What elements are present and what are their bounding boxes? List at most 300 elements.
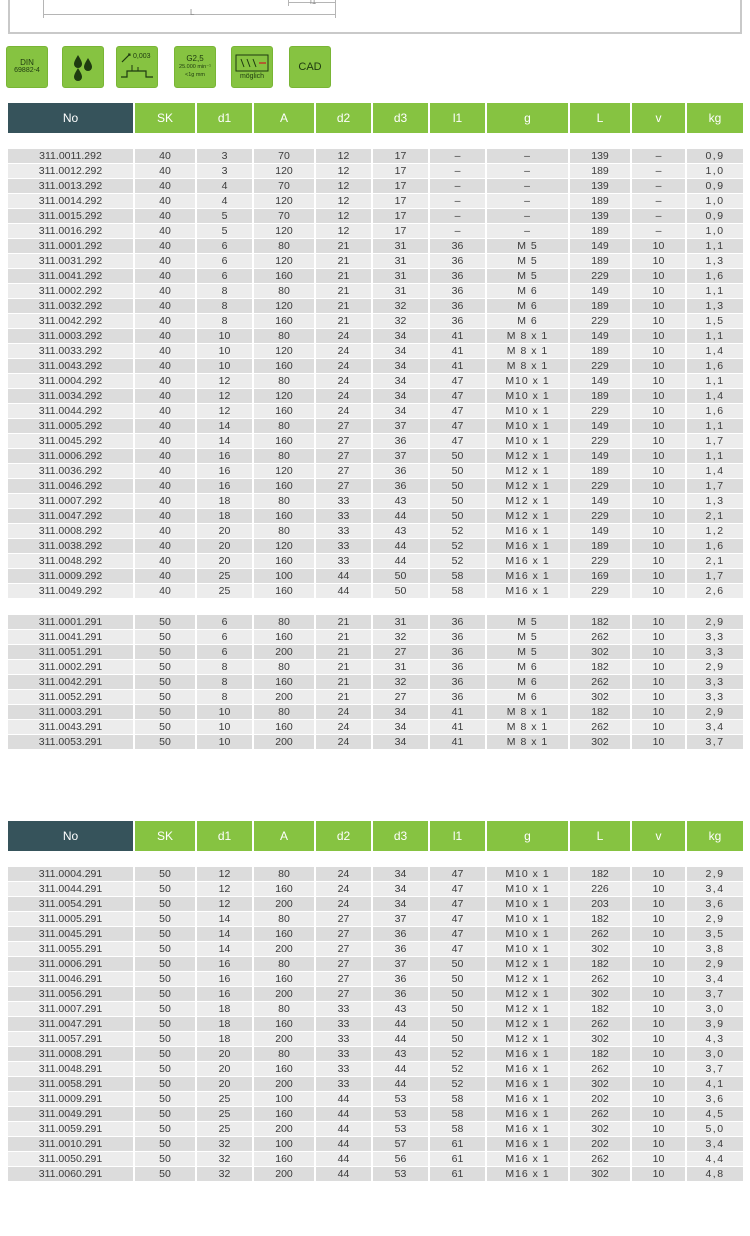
cell-sk: 40 (135, 314, 195, 329)
spacer-cell (632, 851, 685, 867)
cell-no: 311.0031.292 (8, 254, 133, 269)
cell-l: 149 (570, 284, 630, 299)
column-header-kg: kg (687, 103, 743, 133)
dimension-label-l: L (190, 8, 195, 17)
cell-sk: 40 (135, 269, 195, 284)
cell-d3: 34 (373, 329, 428, 344)
cell-g: M10 x 1 (487, 389, 568, 404)
cell-d2: 33 (316, 494, 371, 509)
cell-sk: 50 (135, 735, 195, 750)
table-row (8, 720, 743, 735)
spec-table-2 (6, 821, 745, 1182)
cell-v: 10 (632, 1062, 685, 1077)
cell-l1: 50 (430, 479, 485, 494)
cell-g: M10 x 1 (487, 404, 568, 419)
cell-kg: 1,7 (687, 479, 743, 494)
cell-a: 80 (254, 660, 314, 675)
cell-sk: 50 (135, 1152, 195, 1167)
cell-g: M16 x 1 (487, 1047, 568, 1062)
cell-l: 302 (570, 1122, 630, 1137)
cell-g: M12 x 1 (487, 1002, 568, 1017)
cell-d2: 21 (316, 690, 371, 705)
cell-sk: 50 (135, 1107, 195, 1122)
cell-a: 160 (254, 882, 314, 897)
cell-d1: 12 (197, 404, 252, 419)
cell-l: 189 (570, 164, 630, 179)
cell-l: 262 (570, 1017, 630, 1032)
table-row (8, 344, 743, 359)
table-row (8, 630, 743, 645)
cell-kg: 1,4 (687, 389, 743, 404)
cell-v: 10 (632, 690, 685, 705)
cell-v: 10 (632, 1107, 685, 1122)
cell-l: 182 (570, 615, 630, 630)
table-row (8, 359, 743, 374)
cell-d3: 34 (373, 735, 428, 750)
cell-kg: 3,7 (687, 1062, 743, 1077)
spacer-cell (632, 133, 685, 149)
cell-l1: 58 (430, 569, 485, 584)
cell-l1: 36 (430, 299, 485, 314)
cell-v: 10 (632, 1077, 685, 1092)
column-header-d1: d1 (197, 103, 252, 133)
cell-a: 100 (254, 1092, 314, 1107)
cell-sk: 50 (135, 867, 195, 882)
cell-kg: 0,9 (687, 209, 743, 224)
cell-a: 80 (254, 419, 314, 434)
table-row (8, 1137, 743, 1152)
cell-d1: 20 (197, 1077, 252, 1092)
cell-d3: 44 (373, 539, 428, 554)
cell-a: 160 (254, 1062, 314, 1077)
cell-no: 311.0043.292 (8, 359, 133, 374)
cell-d3: 32 (373, 299, 428, 314)
column-header-v: v (632, 821, 685, 851)
cell-sk: 40 (135, 449, 195, 464)
cell-no: 311.0016.292 (8, 224, 133, 239)
cell-sk: 50 (135, 1077, 195, 1092)
cell-g: M16 x 1 (487, 584, 568, 599)
cell-no: 311.0044.292 (8, 404, 133, 419)
cell-d1: 12 (197, 389, 252, 404)
cell-l: 169 (570, 569, 630, 584)
cell-l1: – (430, 179, 485, 194)
cell-v: 10 (632, 1002, 685, 1017)
cell-a: 80 (254, 239, 314, 254)
cell-sk: 40 (135, 299, 195, 314)
cell-v: 10 (632, 539, 685, 554)
cell-a: 80 (254, 912, 314, 927)
cell-d1: 5 (197, 224, 252, 239)
cell-v: 10 (632, 1152, 685, 1167)
table-row (8, 897, 743, 912)
cell-d3: 36 (373, 987, 428, 1002)
cell-kg: 2,9 (687, 912, 743, 927)
cell-a: 160 (254, 927, 314, 942)
cell-d2: 27 (316, 434, 371, 449)
cell-l1: 41 (430, 359, 485, 374)
cell-sk: 50 (135, 1017, 195, 1032)
cell-sk: 50 (135, 630, 195, 645)
cell-d1: 8 (197, 299, 252, 314)
cell-no: 311.0001.291 (8, 615, 133, 630)
cell-d2: 44 (316, 584, 371, 599)
cell-kg: 4,3 (687, 1032, 743, 1047)
cell-l: 182 (570, 1002, 630, 1017)
cell-d2: 21 (316, 314, 371, 329)
cell-l1: 47 (430, 389, 485, 404)
cell-d3: 44 (373, 1062, 428, 1077)
cell-v: 10 (632, 987, 685, 1002)
cell-l1: 47 (430, 404, 485, 419)
cell-l: 262 (570, 630, 630, 645)
din-label: DIN (20, 58, 34, 67)
cell-kg: 2,6 (687, 584, 743, 599)
cell-no: 311.0003.292 (8, 329, 133, 344)
cell-l1: 58 (430, 1092, 485, 1107)
cell-sk: 50 (135, 882, 195, 897)
table-row (8, 675, 743, 690)
cell-kg: 1,4 (687, 464, 743, 479)
cell-v: 10 (632, 254, 685, 269)
column-header-l: L (570, 103, 630, 133)
cell-sk: 50 (135, 705, 195, 720)
cell-l: 149 (570, 419, 630, 434)
cell-g: M16 x 1 (487, 1107, 568, 1122)
cell-a: 160 (254, 1152, 314, 1167)
cell-kg: 1,1 (687, 449, 743, 464)
cell-d1: 25 (197, 584, 252, 599)
column-header-g: g (487, 821, 568, 851)
spacer-cell (135, 133, 195, 149)
cell-l1: 50 (430, 1017, 485, 1032)
cell-d1: 6 (197, 630, 252, 645)
table-row (8, 464, 743, 479)
spacer-cell (8, 133, 133, 149)
cell-l: 149 (570, 374, 630, 389)
cell-l1: – (430, 149, 485, 164)
spacer-cell (487, 851, 568, 867)
cell-sk: 40 (135, 419, 195, 434)
cell-l1: 36 (430, 239, 485, 254)
cell-no: 311.0033.292 (8, 344, 133, 359)
cell-d2: 27 (316, 957, 371, 972)
cell-a: 160 (254, 972, 314, 987)
cell-kg: 5,0 (687, 1122, 743, 1137)
cell-v: 10 (632, 1032, 685, 1047)
cell-d1: 10 (197, 359, 252, 374)
cell-kg: 1,1 (687, 284, 743, 299)
table-row (8, 1062, 743, 1077)
table-row (8, 554, 743, 569)
spacer-cell (254, 599, 314, 615)
cell-d1: 10 (197, 705, 252, 720)
runout-icon[interactable] (116, 46, 158, 88)
cell-d1: 16 (197, 449, 252, 464)
cell-l1: 52 (430, 539, 485, 554)
cell-d1: 12 (197, 867, 252, 882)
table-row (8, 284, 743, 299)
cell-d1: 25 (197, 1092, 252, 1107)
cell-g: M10 x 1 (487, 434, 568, 449)
cell-v: 10 (632, 735, 685, 750)
cell-g: M16 x 1 (487, 569, 568, 584)
cell-a: 200 (254, 1077, 314, 1092)
column-header-no: No (8, 821, 133, 851)
cell-l: 262 (570, 1107, 630, 1122)
cell-g: M16 x 1 (487, 1077, 568, 1092)
cell-g: M16 x 1 (487, 1092, 568, 1107)
cell-v: 10 (632, 269, 685, 284)
cell-l1: 50 (430, 494, 485, 509)
cell-sk: 40 (135, 254, 195, 269)
cell-d1: 18 (197, 509, 252, 524)
cell-sk: 50 (135, 957, 195, 972)
cell-g: M 8 x 1 (487, 359, 568, 374)
cell-a: 160 (254, 404, 314, 419)
cell-l: 202 (570, 1137, 630, 1152)
cell-no: 311.0036.292 (8, 464, 133, 479)
column-header-l1: l1 (430, 821, 485, 851)
cell-sk: 40 (135, 524, 195, 539)
table-row (8, 374, 743, 389)
spacer-cell (430, 599, 485, 615)
cell-g: M10 x 1 (487, 942, 568, 957)
cell-v: 10 (632, 615, 685, 630)
cell-l: 262 (570, 675, 630, 690)
table-row (8, 314, 743, 329)
cell-g: M 5 (487, 645, 568, 660)
cell-l1: 36 (430, 615, 485, 630)
cell-d3: 34 (373, 404, 428, 419)
cell-sk: 40 (135, 584, 195, 599)
spacer-cell (135, 851, 195, 867)
cell-kg: 1,2 (687, 524, 743, 539)
cell-a: 160 (254, 359, 314, 374)
cell-l1: 36 (430, 630, 485, 645)
column-header-l1: l1 (430, 103, 485, 133)
cell-a: 160 (254, 554, 314, 569)
cell-d1: 16 (197, 972, 252, 987)
cell-no: 311.0052.291 (8, 690, 133, 705)
cell-l: 182 (570, 1047, 630, 1062)
cell-sk: 50 (135, 645, 195, 660)
table-row (8, 479, 743, 494)
cell-l: 229 (570, 314, 630, 329)
cell-d2: 21 (316, 675, 371, 690)
cell-l: 189 (570, 344, 630, 359)
cell-no: 311.0009.292 (8, 569, 133, 584)
cell-d2: 44 (316, 1137, 371, 1152)
cell-d2: 24 (316, 720, 371, 735)
cell-no: 311.0058.291 (8, 1077, 133, 1092)
cell-d1: 5 (197, 209, 252, 224)
cell-v: – (632, 209, 685, 224)
cell-l1: 52 (430, 1077, 485, 1092)
cell-sk: 40 (135, 149, 195, 164)
cell-kg: 4,1 (687, 1077, 743, 1092)
cell-d2: 27 (316, 942, 371, 957)
cell-kg: 3,7 (687, 987, 743, 1002)
cell-l1: 41 (430, 705, 485, 720)
cell-d1: 20 (197, 1047, 252, 1062)
cell-g: M10 x 1 (487, 912, 568, 927)
cell-g: M12 x 1 (487, 509, 568, 524)
cell-no: 311.0042.292 (8, 314, 133, 329)
cell-d3: 34 (373, 374, 428, 389)
cell-d3: 36 (373, 464, 428, 479)
cell-a: 160 (254, 269, 314, 284)
cell-no: 311.0005.292 (8, 419, 133, 434)
cell-l1: 36 (430, 690, 485, 705)
cell-no: 311.0042.291 (8, 675, 133, 690)
cell-d1: 6 (197, 645, 252, 660)
cell-sk: 40 (135, 239, 195, 254)
cell-sk: 40 (135, 329, 195, 344)
cell-g: M12 x 1 (487, 957, 568, 972)
cell-d2: 27 (316, 479, 371, 494)
cell-d2: 27 (316, 419, 371, 434)
cell-kg: 2,9 (687, 705, 743, 720)
cell-kg: 3,6 (687, 1092, 743, 1107)
spec-table-1 (6, 103, 745, 750)
table-row (8, 569, 743, 584)
cell-l: 302 (570, 1077, 630, 1092)
cell-l1: 47 (430, 927, 485, 942)
column-header-g: g (487, 103, 568, 133)
cell-kg: 1,0 (687, 164, 743, 179)
cell-d3: 31 (373, 284, 428, 299)
table-row (8, 705, 743, 720)
table-row (8, 194, 743, 209)
cell-a: 200 (254, 1032, 314, 1047)
cell-l1: 50 (430, 957, 485, 972)
cell-d3: 37 (373, 957, 428, 972)
table-row (8, 269, 743, 284)
cell-v: 10 (632, 1047, 685, 1062)
balance-grade: G2,5 (186, 54, 204, 63)
table-row (8, 449, 743, 464)
cell-d3: 27 (373, 645, 428, 660)
cell-a: 80 (254, 957, 314, 972)
table-row (8, 254, 743, 269)
din-icon[interactable] (6, 46, 48, 88)
cell-d2: 21 (316, 660, 371, 675)
cell-no: 311.0011.292 (8, 149, 133, 164)
table-row (8, 615, 743, 630)
cell-no: 311.0045.292 (8, 434, 133, 449)
cell-d1: 12 (197, 882, 252, 897)
cell-g: – (487, 224, 568, 239)
cell-d1: 6 (197, 269, 252, 284)
cell-no: 311.0004.291 (8, 867, 133, 882)
cell-a: 80 (254, 615, 314, 630)
cell-a: 160 (254, 479, 314, 494)
cell-d2: 24 (316, 404, 371, 419)
column-header-sk: SK (135, 103, 195, 133)
cell-no: 311.0034.292 (8, 389, 133, 404)
cell-g: – (487, 149, 568, 164)
cell-a: 160 (254, 720, 314, 735)
cell-l: 302 (570, 942, 630, 957)
spacer-cell (316, 599, 371, 615)
balance-icon[interactable] (174, 46, 216, 88)
cell-g: M 6 (487, 690, 568, 705)
cell-sk: 50 (135, 1092, 195, 1107)
cell-v: 10 (632, 419, 685, 434)
cell-d3: 31 (373, 239, 428, 254)
cell-g: M 6 (487, 299, 568, 314)
coolant-icon[interactable] (62, 46, 104, 88)
cell-g: M12 x 1 (487, 987, 568, 1002)
cell-kg: 3,3 (687, 675, 743, 690)
cell-l: 302 (570, 1032, 630, 1047)
cell-d1: 14 (197, 942, 252, 957)
cell-no: 311.0055.291 (8, 942, 133, 957)
cell-d1: 8 (197, 314, 252, 329)
cell-a: 70 (254, 149, 314, 164)
cell-v: – (632, 179, 685, 194)
table-row (8, 1017, 743, 1032)
cell-g: M16 x 1 (487, 554, 568, 569)
table-row (8, 645, 743, 660)
cell-a: 160 (254, 584, 314, 599)
cell-sk: 50 (135, 1122, 195, 1137)
cell-d3: 53 (373, 1122, 428, 1137)
table-row (8, 690, 743, 705)
cell-sk: 40 (135, 479, 195, 494)
table-row (8, 987, 743, 1002)
cell-g: M16 x 1 (487, 1152, 568, 1167)
cell-kg: 1,3 (687, 299, 743, 314)
spacer-cell (570, 133, 630, 149)
cell-l1: 50 (430, 972, 485, 987)
cell-a: 120 (254, 344, 314, 359)
possible-icon[interactable] (231, 46, 273, 88)
cell-d2: 44 (316, 1167, 371, 1182)
cell-a: 200 (254, 942, 314, 957)
cell-v: 10 (632, 239, 685, 254)
cell-sk: 50 (135, 897, 195, 912)
table-row (8, 224, 743, 239)
cell-d2: 33 (316, 1047, 371, 1062)
cell-d3: 17 (373, 209, 428, 224)
cell-d1: 4 (197, 179, 252, 194)
cell-g: M12 x 1 (487, 1032, 568, 1047)
cell-l: 182 (570, 957, 630, 972)
cell-d3: 34 (373, 389, 428, 404)
cell-g: M12 x 1 (487, 449, 568, 464)
cell-no: 311.0008.292 (8, 524, 133, 539)
cell-v: 10 (632, 630, 685, 645)
cell-sk: 40 (135, 464, 195, 479)
cell-kg: 3,9 (687, 1017, 743, 1032)
cad-icon[interactable] (289, 46, 331, 88)
column-header-a: A (254, 821, 314, 851)
cell-d3: 32 (373, 675, 428, 690)
cell-kg: 1,1 (687, 419, 743, 434)
cell-g: – (487, 179, 568, 194)
cell-sk: 50 (135, 690, 195, 705)
cell-kg: 1,6 (687, 539, 743, 554)
spacer-cell (430, 851, 485, 867)
cell-kg: 3,3 (687, 645, 743, 660)
cell-d3: 53 (373, 1107, 428, 1122)
cell-v: 10 (632, 374, 685, 389)
cell-d3: 34 (373, 344, 428, 359)
cell-d3: 34 (373, 867, 428, 882)
spacer-cell (197, 133, 252, 149)
